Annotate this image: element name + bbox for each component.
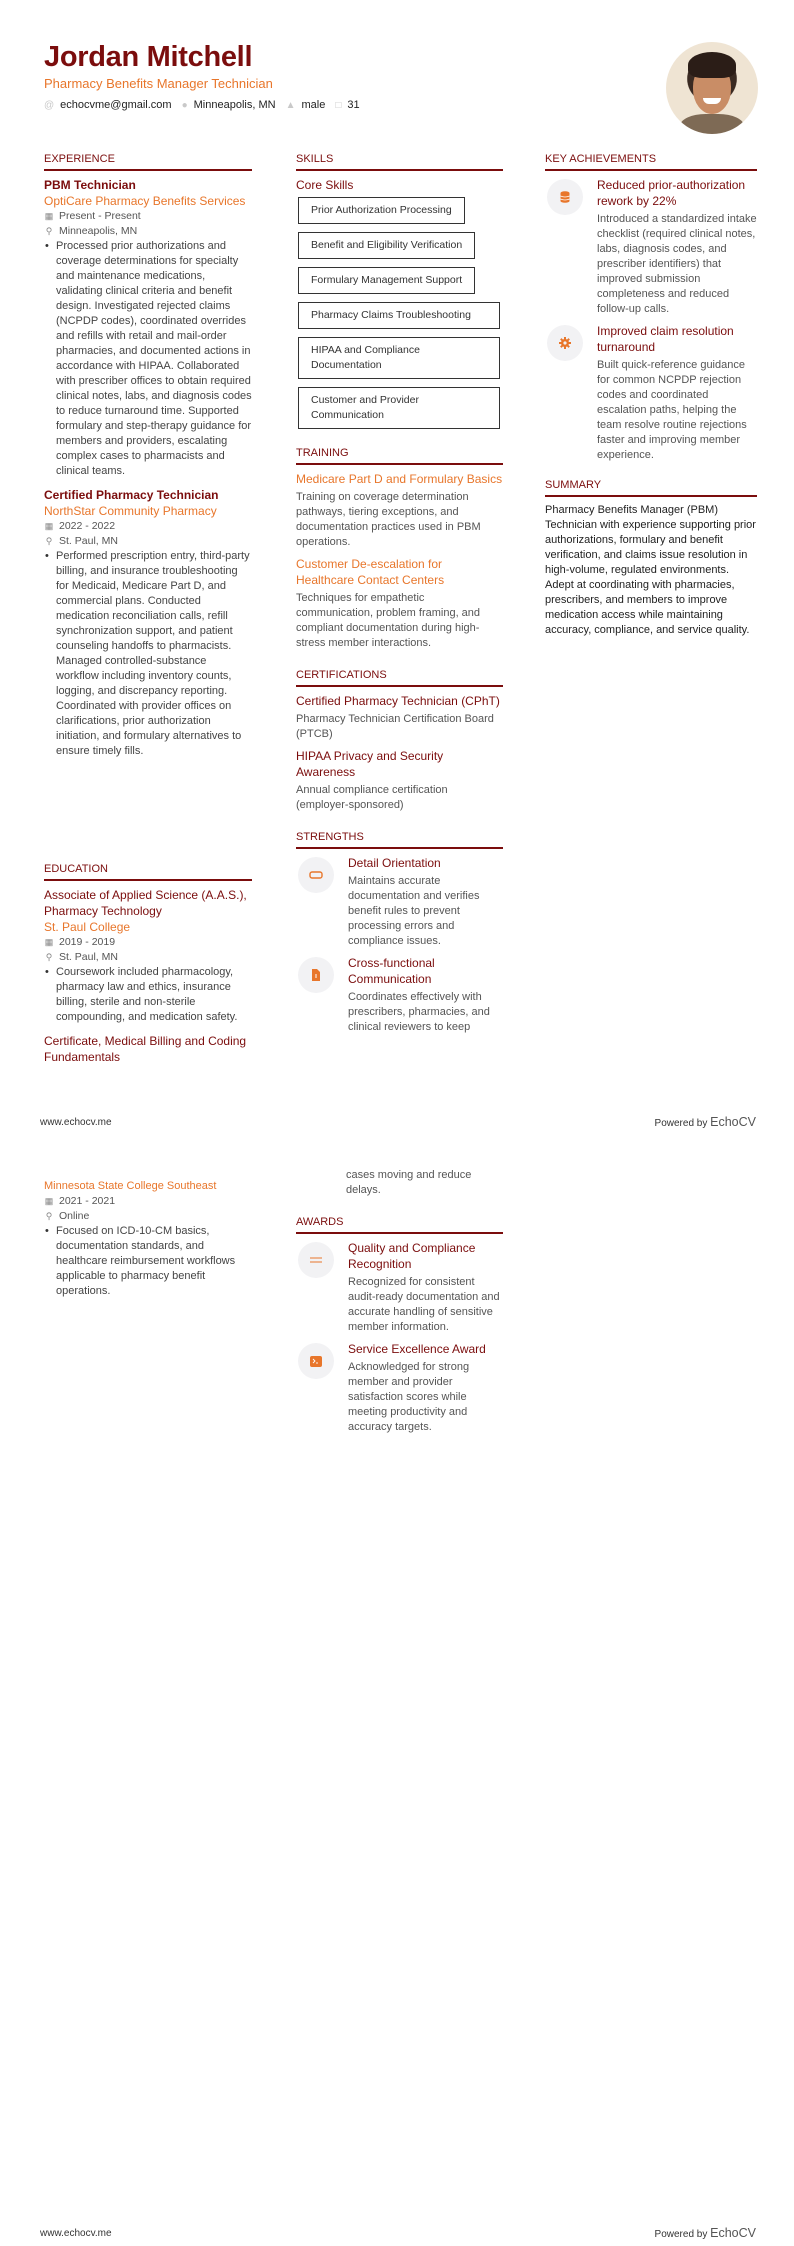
training-title: Customer De-escalation for Healthcare Contact Centers (296, 557, 445, 587)
award-item (296, 1240, 503, 1335)
terminal-icon (310, 1356, 322, 1367)
battery-icon (309, 871, 323, 879)
award-title: Service Excellence Award (348, 1342, 486, 1356)
calendar-icon: ▦ (44, 1196, 54, 1206)
contact-age: □ 31 (335, 99, 360, 111)
job-bullet: • Performed prescription entry, third-party billing, and insurance troubleshooting for Medicaid, Medicare Part D, and commercial plans. Conducted medication reconciliation calls, refill synchronization support, and patient counseling handoffs to pharmacists. Managed controlled-substance workflow including inventory counts, logging, and discrepancy reporting. Coordinated with provider offices on clarifications, prior authorization initiation, and formulary alternatives to ensure timely fills. (44, 549, 252, 759)
right-column (545, 153, 757, 638)
person-icon: ▲ (285, 99, 296, 111)
training-desc: Training on coverage determination pathways, tiering exceptions, and documentation practices used in PBM operations. (296, 491, 481, 548)
skill-chip: Prior Authorization Processing (298, 197, 465, 224)
training-desc: Techniques for empathetic communication, problem framing, and compliant documentation during high-stress member interactions. (296, 592, 481, 649)
equals-icon (310, 1256, 322, 1264)
achievements-heading: KEY ACHIEVEMENTS (545, 153, 757, 171)
database-icon (560, 191, 570, 203)
summary-heading: SUMMARY (545, 479, 757, 497)
certification-desc: Annual compliance certification (employer-sponsored) (296, 784, 448, 811)
strength-desc: Coordinates effectively with prescribers, pharmacies, and clinical reviewers to keep (348, 991, 490, 1033)
achievement-desc: Introduced a standardized intake checklist (required clinical notes, labs, diagnosis codes, and prescriber identifiers) that improved submission completeness and reduced follow-up calls. (597, 213, 757, 315)
awards-heading: AWARDS (296, 1216, 503, 1234)
school-name: Minnesota State College Southeast (44, 1180, 217, 1192)
award-item (296, 1341, 503, 1435)
website-link[interactable]: www.echocv.me (40, 2227, 112, 2239)
education-bullet: • Focused on ICD-10-CM basics, documentation standards, and healthcare reimbursement workflows applicable to pharmacy benefit operations. (44, 1224, 252, 1299)
job-title: Certified Pharmacy Technician (44, 488, 219, 502)
skill-chip: Formulary Management Support (298, 267, 475, 294)
skill-chip: Pharmacy Claims Troubleshooting (298, 302, 500, 329)
resume-header (44, 40, 754, 140)
company-name: OptiCare Pharmacy Benefits Services (44, 194, 246, 208)
calendar-icon: ▦ (44, 211, 54, 221)
calendar-icon: □ (335, 99, 342, 111)
middle-continued (296, 1168, 503, 1441)
contact-location: ● Minneapolis, MN (181, 99, 276, 111)
left-column (44, 153, 252, 759)
location-pin-icon: ⚲ (45, 952, 53, 962)
education-section (44, 863, 252, 1065)
strength-title: Detail Orientation (348, 856, 441, 870)
achievement-title: Improved claim resolution turnaround (597, 324, 734, 354)
file-icon (311, 969, 321, 981)
job-location: St. Paul, MN (59, 535, 118, 547)
skill-chip: HIPAA and Compliance Documentation (298, 337, 500, 379)
contact-email[interactable]: @ echocvme@gmail.com (44, 99, 172, 111)
experience-item (44, 177, 252, 479)
page-footer: www.echocv.me Powered by EchoCV (40, 1115, 756, 1129)
certifications-heading: CERTIFICATIONS (296, 669, 503, 687)
location-pin-icon: ⚲ (45, 1211, 53, 1221)
strength-desc-continued: cases moving and reduce delays. (346, 1169, 472, 1196)
job-dates: 2022 - 2022 (59, 520, 116, 532)
candidate-name: Jordan Mitchell (44, 41, 253, 73)
degree-title: Associate of Applied Science (A.A.S.), Pharmacy Technology (44, 888, 247, 918)
education-bullet: • Coursework included pharmacology, pharmacy law and ethics, insurance billing, sterile and non-sterile compounding, and medication safety. (44, 965, 252, 1025)
award-title: Quality and Compliance Recognition (348, 1241, 476, 1271)
calendar-icon: ▦ (44, 937, 54, 947)
job-title: PBM Technician (44, 178, 136, 192)
achievement-desc: Built quick-reference guidance for common NCPDP rejection codes and coordinated escalation paths, helping the team resolve routine rejections faster and improving member experience. (597, 359, 747, 461)
award-desc: Recognized for consistent audit-ready documentation and accurate handling of sensitive member information. (348, 1276, 500, 1333)
certification-title: Certified Pharmacy Technician (CPhT) (296, 694, 500, 708)
degree-title: Certificate, Medical Billing and Coding Fundamentals (44, 1034, 247, 1064)
skill-chip: Customer and Provider Communication (298, 387, 500, 429)
education-heading: EDUCATION (44, 863, 252, 881)
location-pin-icon: ⚲ (45, 536, 53, 546)
gear-icon (559, 337, 571, 349)
brand-logo: EchoCV (710, 2226, 756, 2240)
candidate-title: Pharmacy Benefits Manager Technician (44, 76, 273, 91)
website-link[interactable]: www.echocv.me (40, 1116, 112, 1128)
skills-heading: SKILLS (296, 153, 503, 171)
avatar (666, 42, 758, 134)
strengths-heading: STRENGTHS (296, 831, 503, 849)
strength-item (296, 855, 503, 949)
school-name: St. Paul College (44, 920, 131, 934)
education-item (44, 1033, 252, 1065)
education-item: Associate of Applied Science (A.A.S.), Pharmacy Technology St. Paul College ▦ 2019 - 2019 ⚲ St. Paul, MN • Coursework included pharmacology, pharmacy law and ethics, insurance billing, sterile and non-sterile compounding, and medication safety. (44, 887, 252, 1025)
strength-item (296, 955, 503, 1035)
location-pin-icon: ⚲ (45, 226, 53, 236)
at-icon: @ (44, 99, 55, 111)
experience-heading: EXPERIENCE (44, 153, 252, 171)
skill-chip: Benefit and Eligibility Verification (298, 232, 475, 259)
strength-desc: Maintains accurate documentation and verifies benefit rules to prevent processing errors and compliance issues. (348, 875, 480, 947)
company-name: NorthStar Community Pharmacy (44, 504, 217, 518)
achievement-item (545, 177, 757, 317)
certification-title: HIPAA Privacy and Security Awareness (296, 749, 444, 779)
brand-logo: EchoCV (710, 1115, 756, 1129)
job-dates: Present - Present (59, 210, 141, 222)
job-location: Minneapolis, MN (59, 225, 138, 237)
skill-group-title: Core Skills (296, 178, 354, 192)
experience-item (44, 487, 252, 759)
training-title: Medicare Part D and Formulary Basics (296, 472, 503, 486)
achievement-title: Reduced prior-authorization rework by 22% (597, 178, 746, 208)
certification-desc: Pharmacy Technician Certification Board (PTCB) (296, 713, 494, 740)
contact-row (44, 99, 754, 111)
education-continued: Minnesota State College Southeast ▦ 2021 - 2021 ⚲ Online • Focused on ICD-10-CM basics, documentation standards, and healthcare reimbursement workflows applicable to pharmacy benefit operations. (44, 1178, 252, 1299)
job-bullet: • Processed prior authorizations and coverage determinations for specialty and maintenance medications, validating clinical criteria and benefit design. Investigated rejected claims (NCPDP codes), coordinated overrides and refills with retail and mail-order pharmacies, and documented actions in accordance with HIPAA. Collaborated with prescriber offices to obtain required clinical notes, labs, and diagnosis codes to reduce turnaround time. Supported formulary and step-therapy guidance for members and providers, escalating complex cases to pharmacists and clinical teams. (44, 239, 252, 479)
contact-gender: ▲ male (285, 99, 326, 111)
award-desc: Acknowledged for strong member and provider satisfaction scores while meeting productivity and accuracy targets. (348, 1361, 470, 1433)
summary-text: Pharmacy Benefits Manager (PBM) Technician with experience supporting prior authorizations, formulary and benefit verification, and claims issue resolution in high-volume, regulated environments. Adept at coordinating with pharmacies, prescribers, and members to improve medication access while maintaining accuracy, compliance, and service quality. (545, 504, 756, 636)
training-heading: TRAINING (296, 447, 503, 465)
location-pin-icon: ● (181, 99, 188, 111)
calendar-icon: ▦ (44, 521, 54, 531)
achievement-item (545, 323, 757, 463)
middle-column (296, 153, 503, 1041)
strength-title: Cross-functional Communication (348, 956, 435, 986)
page-footer: www.echocv.me Powered by EchoCV (40, 2226, 756, 2240)
